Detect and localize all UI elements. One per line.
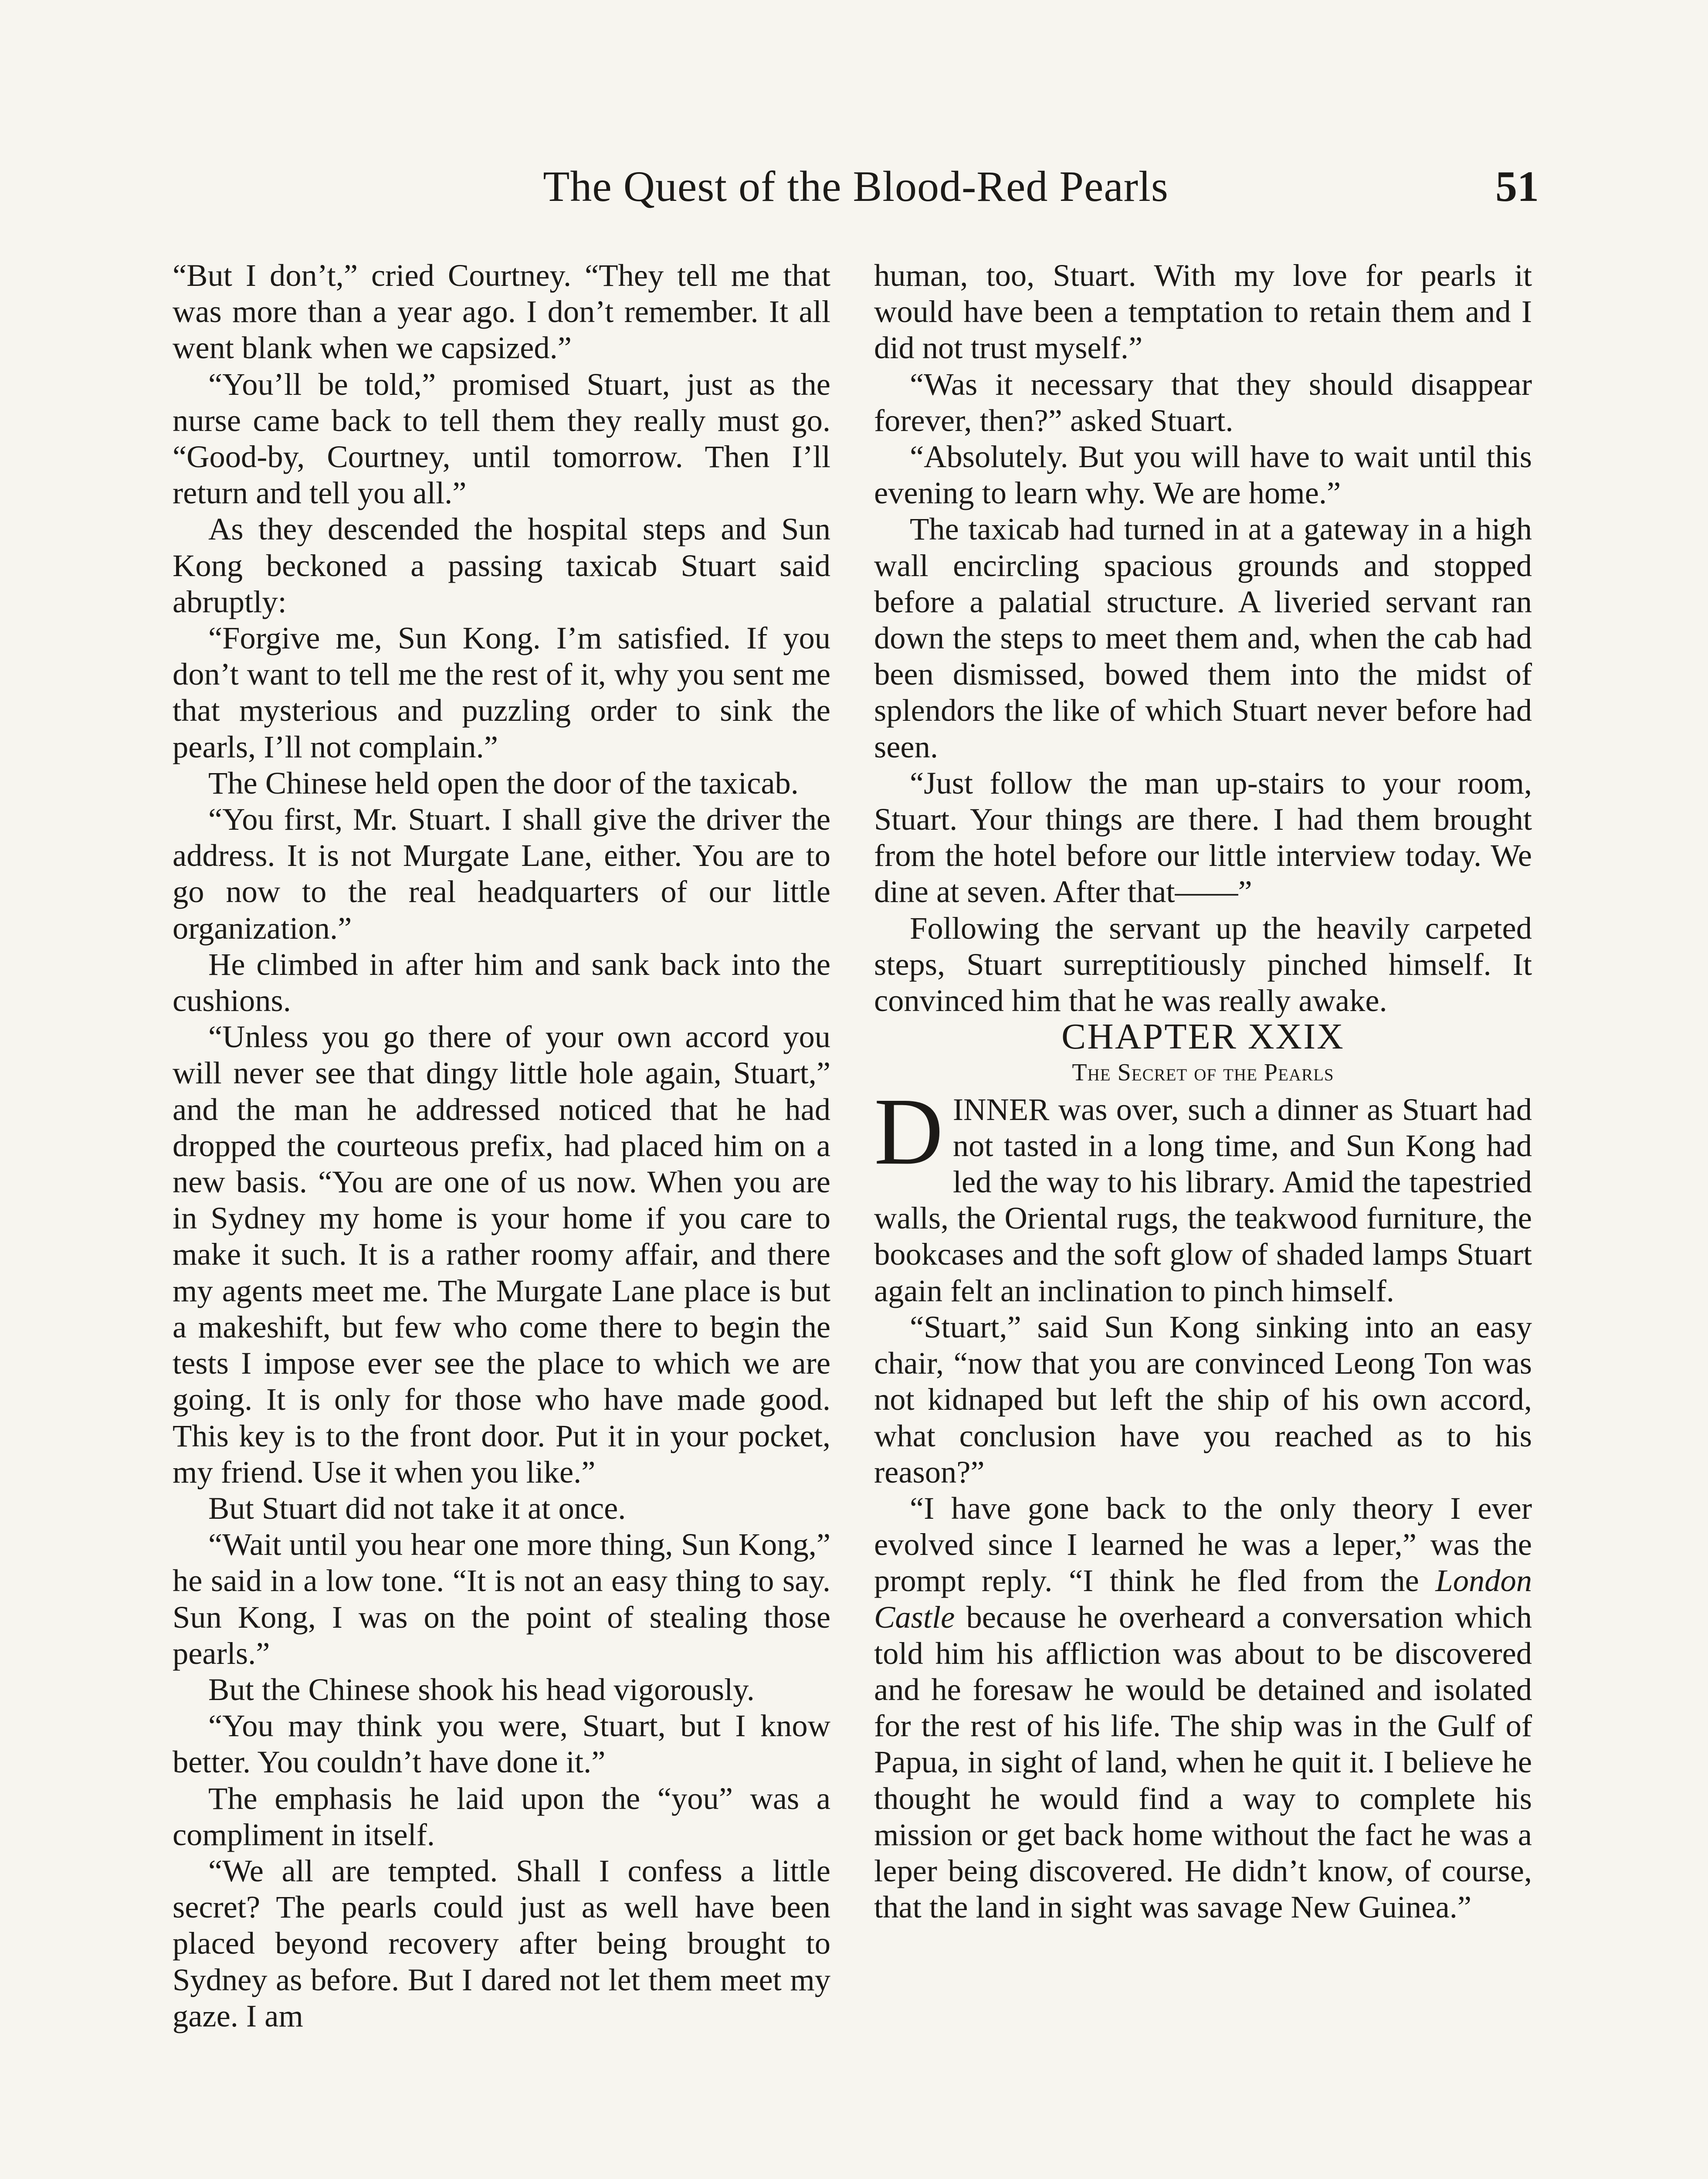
paragraph: “Unless you go there of your own accord you will never see that dingy little hole again, Stuart,” and the man he addressed noticed that he had dropped the courteous prefix, had placed him on a new basis. “You are one of us now. When you are in Sydney my home is your home if you care to make it such. It is a rather roomy affair, and there my agents meet me. The Murgate Lane place is but a makeshift, but few who come there to begin the tests I impose ever see the place to which we are going. It is only for those who have made good. This key is to the front door. Put it in your pocket, my friend. Use it when you like.” [173,1019,830,1490]
right-column [874,257,1532,1925]
paragraph: Following the servant up the heavily carpeted steps, Stuart surreptitiously pinched himself. It convinced him that he was really awake. [874,910,1532,1018]
paragraph: But the Chinese shook his head vigorously. [208,1671,755,1707]
paragraph: He climbed in after him and sank back into the cushions. [173,946,830,1018]
paragraph: “Forgive me, Sun Kong. I’m satisfied. If you don’t want to tell me the rest of it, why you sent me that mysterious and puzzling order to sink the pearls, I’ll not complain.” [173,620,830,764]
paragraph: “You first, Mr. Stuart. I shall give the driver the address. It is not Murgate Lane, either. You are to go now to the real headquarters of our little organization.” [173,801,830,946]
chapter-heading: CHAPTER XXIX [1061,1016,1345,1057]
opening-text: was over, such a dinner as Stuart had not tasted in a long time, and Sun Kong had led the way to his library. Amid the tapestried walls, the Oriental rugs, the teakwood furniture, the bookcases and the soft glow of shaded lamps Stuart again felt an inclination to pinch himself. [874,1091,1532,1308]
page-header [173,157,1539,218]
chapter-opening-paragraph [874,1078,1532,1309]
paragraph: “But I don’t,” cried Courtney. “They tell me that was more than a year ago. I don’t remember. It all went blank when we capsized.” [173,258,830,366]
paragraph: “Stuart,” said Sun Kong sinking into an easy chair, “now that you are convinced Leong Ton was not kidnaped but left the ship of his own accord, what conclusion have you reached as to his reason?” [874,1309,1532,1490]
paragraph: “Was it necessary that they should disappear forever, then?” asked Stuart. [874,366,1532,438]
paragraph: human, too, Stuart. With my love for pearls it would have been a temptation to retain them and I did not trust myself.” [874,258,1532,366]
ship-name: London Castle [874,1563,1532,1635]
paragraph: “Just follow the man up-stairs to your room, Stuart. Your things are there. I had them brought from the hotel before our little interview today. We dine at seven. After that——” [874,765,1532,910]
paragraph: As they descended the hospital steps and Sun Kong beckoned a passing taxicab Stuart said abruptly: [173,511,830,619]
paragraph: “We all are tempted. Shall I confess a little secret? The pearls could just as well have been placed beyond recovery after being brought to Sydney as before. But I dared not let them meet my gaze. I am [173,1853,830,2033]
left-column [173,257,830,2034]
paragraph: “Absolutely. But you will have to wait until this evening to learn why. We are home.” [874,439,1532,511]
paragraph: But Stuart did not take it at once. [208,1490,626,1526]
running-title: The Quest of the Blood-Red Pearls [543,162,1169,210]
drop-cap: D [874,1078,943,1185]
paragraph: “You’ll be told,” promised Stuart, just as the nurse came back to tell them they really must go. “Good-by, Courtney, until tomorrow. Then I’ll return and tell you all.” [173,366,830,511]
chapter-subtitle: The Secret of the Pearls [1072,1059,1334,1086]
paragraph: “You may think you were, Stuart, but I know better. You couldn’t have done it.” [173,1708,830,1780]
paragraph: The taxicab had turned in at a gateway in a high wall encircling spacious grounds and stopped before a palatial structure. A liveried servant ran down the steps to meet them and, when the cab had been dismissed, bowed them into the midst of splendors the like of which Stuart never before had seen. [874,511,1532,764]
page-number: 51 [1495,162,1539,210]
paragraph: The Chinese held open the door of the taxicab. [208,765,799,801]
paragraph: “Wait until you hear one more thing, Sun Kong,” he said in a low tone. “It is not an easy thing to say. Sun Kong, I was on the point of stealing those pearls.” [173,1527,830,1671]
paragraph [874,1490,1532,1925]
paragraph-text: “I have gone back to the only theory I ever evolved since I learned he was a leper,” was the prompt reply. “I think he fled from the [874,1490,1532,1599]
paragraph-text: because he overheard a conversation which told him his affliction was about to be discovered and he foresaw he would be detained and isolated for the rest of his life. The ship was in the Gulf of Papua, in sight of land, when he quit it. I believe he thought he would find a way to complete his mission or get back home without the fact he was a leper being discovered. He didn’t know, of course, that the land in sight was savage New Guinea.” [874,1599,1532,1925]
paragraph: The emphasis he laid upon the “you” was a compliment in itself. [173,1780,830,1852]
opening-caps: INNER [952,1091,1050,1127]
